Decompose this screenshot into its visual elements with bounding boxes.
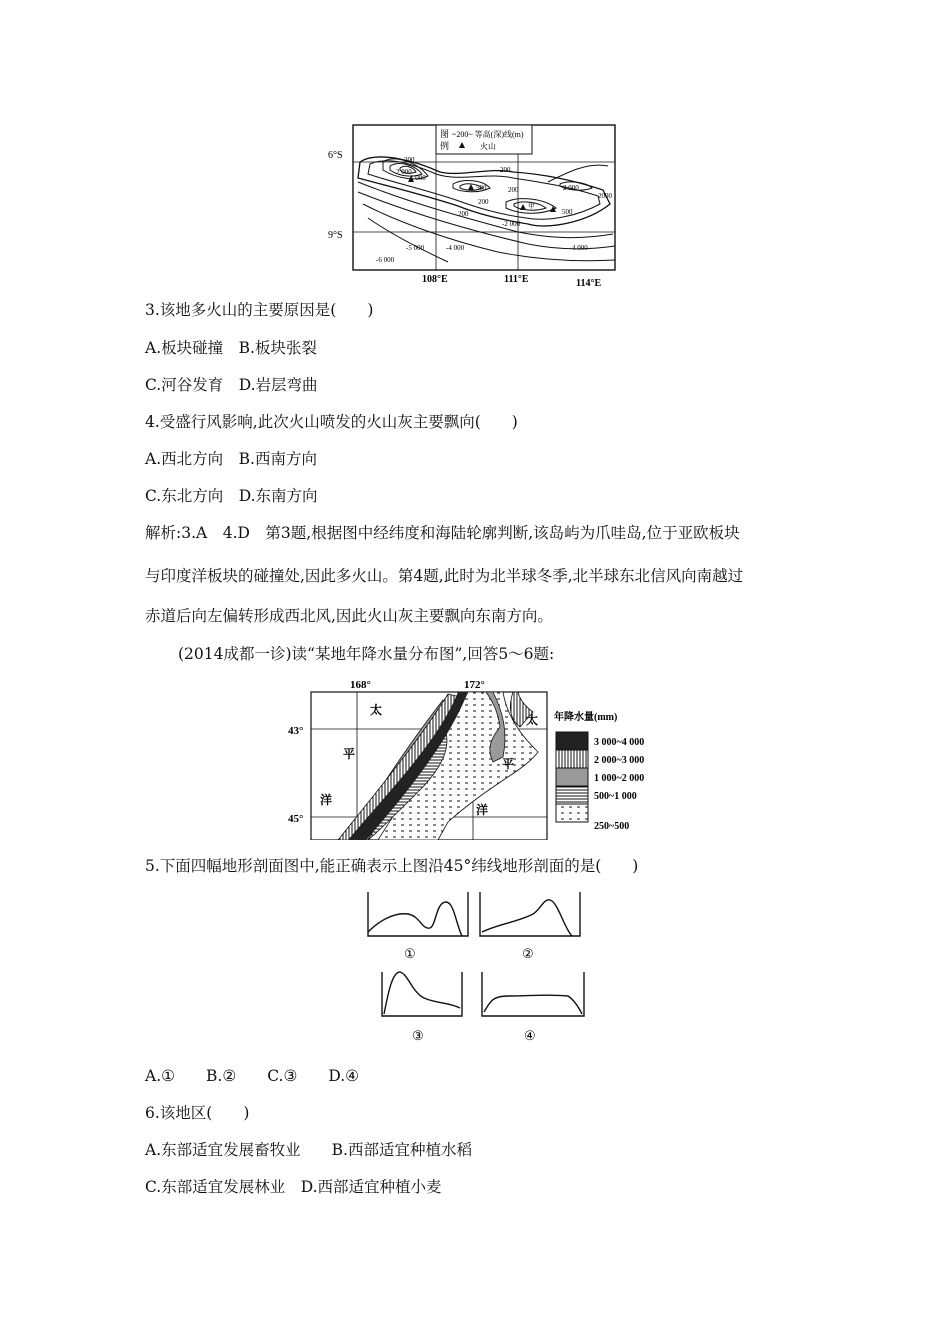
lat-label-45: 45°	[288, 813, 304, 825]
intro-text: (2014成都一诊)读“某地年降水量分布图”,回答5～6题:	[178, 645, 555, 663]
legend-label: 1 000~2 000	[594, 773, 645, 784]
q4-options-ab: A.西北方向 B.西南方向	[145, 450, 317, 468]
analysis-line-2: 与印度洋板块的碰撞处,因此多火山。第4题,此时为北半球冬季,北半球东北信风向南越过	[145, 567, 744, 585]
contour-label: 200	[478, 198, 489, 206]
contour-label: 4 000	[572, 244, 588, 252]
q3-options-cd: C.河谷发育 D.岩层弯曲	[145, 376, 318, 394]
contour-label: 2 000	[396, 168, 412, 176]
q6-options-cd: C.东部适宜发展林业 D.西部适宜种植小麦	[145, 1178, 442, 1196]
contour-label: -6 000	[376, 256, 395, 264]
q6-stem: 6.该地区( )	[145, 1104, 250, 1122]
contour-label: 甲	[528, 202, 535, 210]
map1-legend-title: 图	[440, 129, 450, 139]
lon-label-114e: 114°E	[576, 278, 602, 288]
legend-swatch-horizontal-lines	[556, 786, 588, 804]
contour-label: 500	[562, 208, 573, 216]
contour-label: 2000	[598, 192, 612, 200]
profile-label-1: ①	[404, 946, 416, 961]
q4-stem: 4.受盛行风影响,此次火山喷发的火山灰主要飘向( )	[145, 413, 518, 431]
profile-label-3: ③	[412, 1028, 424, 1043]
sea-char: 平	[343, 747, 356, 761]
sea-char: 太	[526, 713, 539, 727]
contour-label: 2 000	[563, 184, 579, 192]
lon-label-172: 172°	[464, 679, 485, 691]
map1-legend-title2: 例	[440, 141, 450, 151]
lon-label-111e: 111°E	[504, 274, 529, 285]
legend-swatch-gray	[556, 768, 588, 786]
precipitation-map	[288, 672, 660, 840]
contour-label: -5 000	[406, 244, 425, 252]
q5-options: A.① B.② C.③ D.④	[145, 1067, 360, 1085]
lon-label-108e: 108°E	[422, 274, 448, 285]
lon-label-168: 168°	[350, 679, 371, 691]
contour-label: 200	[500, 166, 511, 174]
q3-stem: 3.该地多火山的主要原因是( )	[145, 301, 374, 319]
java-contour-map	[328, 122, 620, 288]
contour-label: 500	[476, 184, 487, 192]
legend-label: 2 000~3 000	[594, 755, 645, 766]
lat-label-43: 43°	[288, 725, 304, 737]
analysis-line-3: 赤道后向左偏转形成西北风,因此火山灰主要飘向东南方向。	[145, 607, 553, 625]
legend-label: 250~500	[594, 821, 630, 832]
map1-legend-volcano: 火山	[480, 142, 496, 151]
analysis-line-1: 解析:3.A 4.D 第3题,根据图中经纬度和海陆轮廓判断,该岛屿为爪哇岛,位于亚欧板块	[145, 524, 740, 542]
sea-char: 洋	[320, 793, 333, 807]
profile-label-4: ④	[524, 1028, 536, 1043]
legend-label: 3 000~4 000	[594, 737, 645, 748]
contour-label: 200	[508, 186, 519, 194]
legend-label: 500~1 000	[594, 791, 637, 802]
q5-stem: 5.下面四幅地形剖面图中,能正确表示上图沿45°纬线地形剖面的是( )	[145, 857, 639, 875]
lat-label-9s: 9°S	[328, 230, 343, 241]
profile-label-2: ②	[522, 946, 534, 961]
contour-label: -4 000	[446, 244, 465, 252]
legend-swatch-solid-dark	[556, 732, 588, 750]
contour-label: -2 000	[502, 220, 521, 228]
sea-char: 洋	[476, 803, 489, 817]
sea-char: 太	[370, 703, 383, 717]
lat-label-6s: 6°S	[328, 150, 343, 161]
q4-options-cd: C.东北方向 D.东南方向	[145, 487, 318, 505]
map2-legend-title: 年降水量(mm)	[554, 712, 618, 723]
contour-label: 200	[404, 156, 415, 164]
q6-options-ab: A.东部适宜发展畜牧业 B.西部适宜种植水稻	[145, 1141, 472, 1159]
contour-label: 1 000	[410, 174, 426, 182]
profile-diagrams	[358, 884, 588, 1064]
map1-legend-contour: ~200~ 等高(深)线(m)	[452, 130, 524, 139]
q3-options-ab: A.板块碰撞 B.板块张裂	[145, 339, 317, 357]
legend-swatch-dashes	[556, 804, 588, 822]
contour-label: 200	[458, 210, 469, 218]
sea-char: 平	[502, 757, 515, 771]
legend-swatch-vertical-lines	[556, 750, 588, 768]
